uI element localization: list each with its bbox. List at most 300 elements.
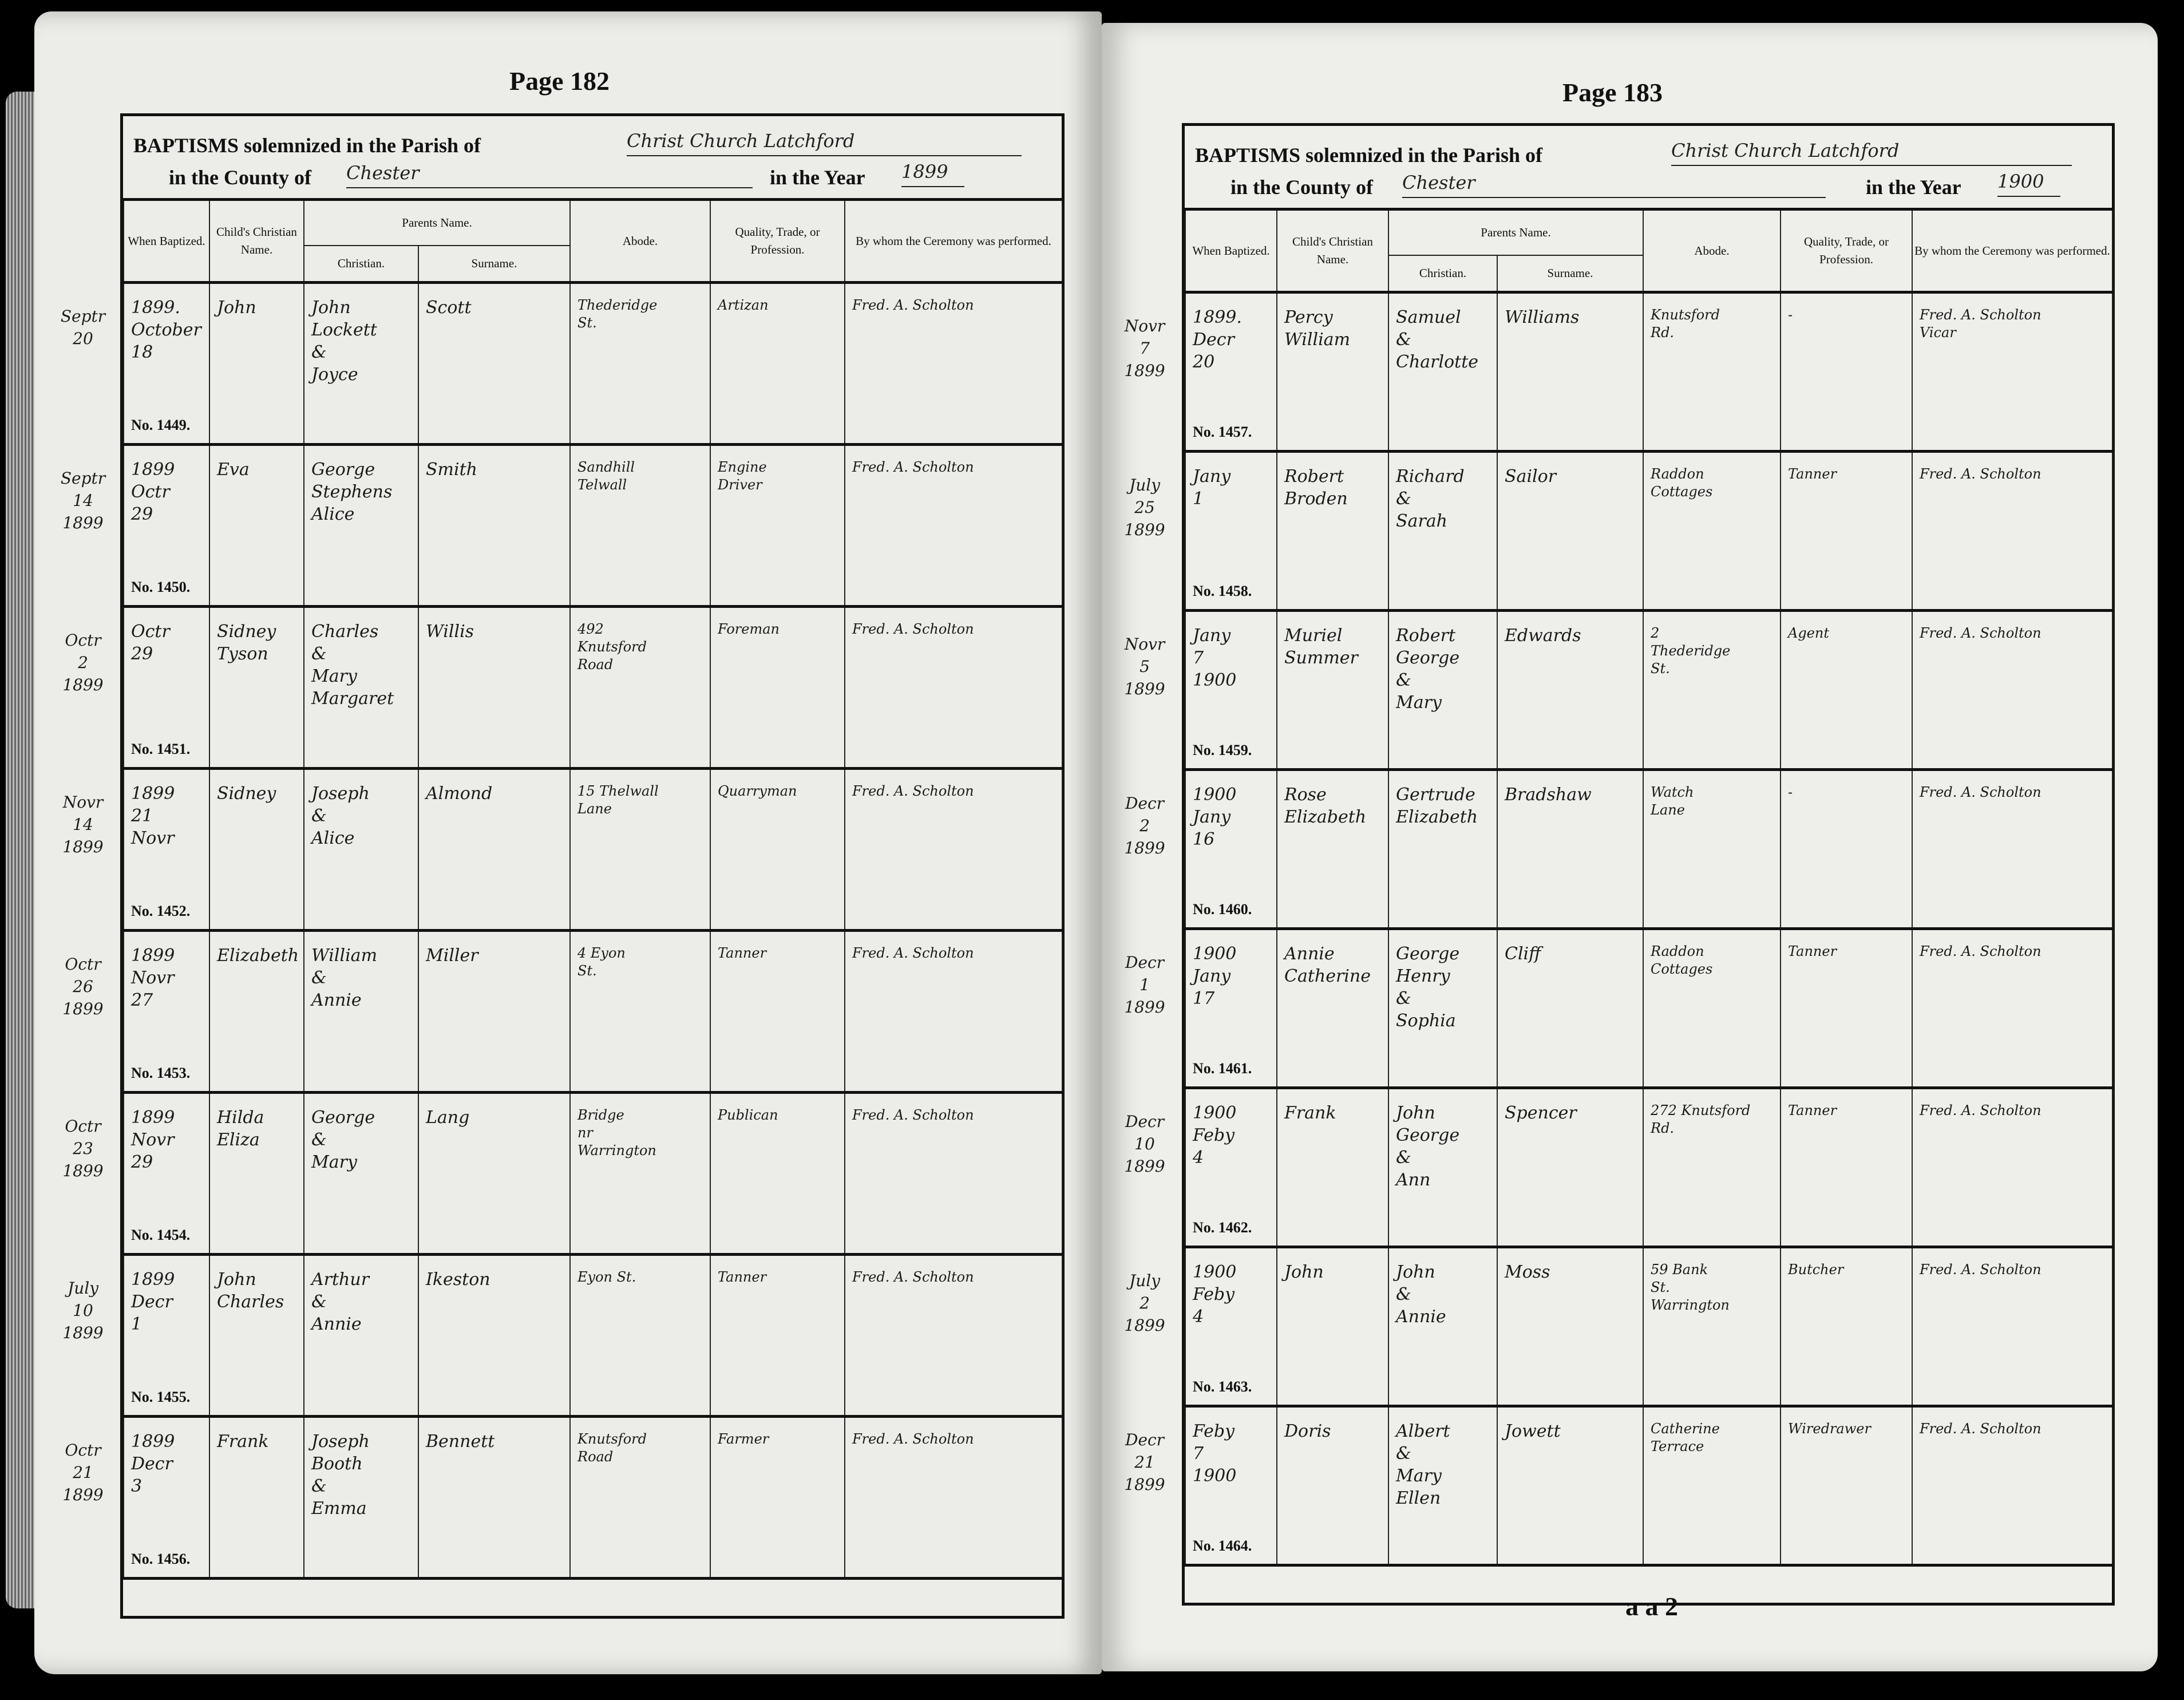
entry-quality: Artizan [718, 296, 769, 313]
entry-christian: George Henry & Sophia [1396, 943, 1460, 1031]
cell-by [845, 768, 1062, 930]
entry-number: No. 1463. [1193, 1378, 1252, 1395]
entry-christian: Albert & Mary Ellen [1396, 1421, 1450, 1508]
entry-when: 1900 Jany 16 [1193, 784, 1237, 849]
entry-christian: John & Annie [1396, 1262, 1446, 1327]
cell-child [209, 768, 304, 930]
entry-when: Octr 29 [131, 621, 170, 664]
entry-number: No. 1460. [1193, 900, 1252, 918]
entry-by: Fred. A. Scholton [852, 944, 974, 961]
entry-child: John Charles [217, 1269, 284, 1312]
cell-quality [1781, 928, 1912, 1088]
cell-abode [1643, 610, 1781, 769]
entry-child: Hilda Eliza [217, 1107, 264, 1150]
cell-quality [710, 1092, 845, 1254]
col-child: Child's Christian Name. [209, 201, 304, 282]
cell-surname [418, 1092, 570, 1254]
entry-christian: Joseph & Alice [311, 783, 370, 848]
heading-year-value: 1899 [901, 161, 964, 187]
cell-when [1185, 292, 1277, 451]
entry-when: 1899 Novr 27 [131, 945, 175, 1010]
entry-by: Fred. A. Scholton [852, 782, 974, 799]
cell-christian [304, 606, 418, 768]
entry-abode: 272 Knutsford Rd. [1651, 1102, 1751, 1136]
cell-child [209, 282, 304, 444]
cell-when [124, 606, 209, 768]
heading-year-value: 1900 [1997, 171, 2060, 197]
cell-quality [710, 282, 845, 444]
heading-parish-value: Christ Church Latchford [1671, 140, 2072, 166]
entry-surname: Miller [426, 945, 478, 966]
cell-quality [710, 1416, 845, 1578]
cell-by [845, 1416, 1062, 1578]
table-row [124, 768, 1062, 930]
cell-christian [1388, 1088, 1497, 1247]
table-row [1185, 1088, 2112, 1247]
entry-surname: Jowett [1505, 1421, 1561, 1441]
baptism-table [123, 201, 1063, 1580]
margin-birth-date: Octr 21 1899 [62, 1441, 104, 1505]
cell-christian [304, 444, 418, 606]
cell-abode [570, 444, 710, 606]
cell-abode [570, 606, 710, 768]
cell-christian [1388, 451, 1497, 610]
cell-abode [570, 1254, 710, 1416]
cell-when [124, 1254, 209, 1416]
table-row [124, 1254, 1062, 1416]
entry-surname: Almond [426, 783, 493, 804]
table-row [124, 282, 1062, 444]
margin-birth-date: Decr 2 1899 [1124, 794, 1165, 858]
cell-christian [1388, 610, 1497, 769]
cell-when [1185, 1088, 1277, 1247]
cell-when [1185, 1247, 1277, 1406]
entry-quality: Engine Driver [718, 458, 767, 493]
entry-christian: John George & Ann [1396, 1102, 1460, 1190]
cell-by [1912, 292, 2112, 451]
heading-county-value: Chester [1402, 172, 1826, 198]
cell-by [845, 282, 1062, 444]
cell-christian [304, 930, 418, 1092]
cell-surname [418, 444, 570, 606]
entry-when: 1899 Novr 29 [131, 1107, 175, 1172]
cell-quality [1781, 1406, 1912, 1565]
entry-child: Doris [1284, 1421, 1331, 1441]
entry-surname: Moss [1505, 1262, 1550, 1282]
cell-child [209, 1254, 304, 1416]
col-parents: Parents Name. [1388, 211, 1643, 255]
entry-when: Jany 1 [1193, 466, 1231, 509]
heading-year-label: in the Year [770, 166, 865, 189]
entry-quality: Tanner [1788, 465, 1837, 482]
cell-surname [418, 282, 570, 444]
entry-abode: Raddon Cottages [1651, 943, 1713, 977]
heading-county-label: in the County of [169, 166, 312, 189]
cell-christian [1388, 1406, 1497, 1565]
entry-child: Rose Elizabeth [1284, 784, 1367, 827]
cell-christian [304, 282, 418, 444]
margin-birth-date: Decr 21 1899 [1124, 1430, 1165, 1495]
entry-when: 1899. October 18 [131, 297, 201, 362]
cell-quality [1781, 292, 1912, 451]
col-surname: Surname. [1497, 255, 1643, 292]
entry-number: No. 1462. [1193, 1219, 1252, 1236]
col-when: When Baptized. [124, 201, 209, 282]
margin-birth-date: Septr 20 [60, 307, 106, 349]
signature-mark: a a 2 [1625, 1592, 1678, 1621]
table-row [124, 1416, 1062, 1578]
entry-by: Fred. A. Scholton [852, 620, 974, 637]
heading-parish-label: BAPTISMS solemnized in the Parish of [1195, 144, 1543, 167]
entry-when: 1900 Jany 17 [1193, 943, 1237, 1009]
cell-when [1185, 610, 1277, 769]
entry-quality: Tanner [1788, 943, 1837, 959]
cell-christian [1388, 292, 1497, 451]
cell-abode [1643, 1406, 1781, 1565]
cell-abode [570, 768, 710, 930]
cell-child [1277, 292, 1388, 451]
entry-child: Elizabeth [217, 945, 299, 966]
margin-birth-date: July 25 1899 [1124, 476, 1165, 540]
entry-by: Fred. A. Scholton [1920, 943, 2041, 959]
cell-surname [1497, 451, 1643, 610]
entry-number: No. 1454. [131, 1226, 191, 1243]
entry-abode: Knutsford Road [577, 1430, 647, 1465]
cell-when [124, 1416, 209, 1578]
heading-year-label: in the Year [1866, 176, 1961, 199]
entry-number: No. 1459. [1193, 741, 1252, 758]
entry-by: Fred. A. Scholton [1920, 784, 2041, 800]
entry-quality: Foreman [718, 620, 780, 637]
entry-quality: Publican [718, 1106, 778, 1123]
right-page [1102, 23, 2158, 1671]
entry-abode: 59 Bank St. Warrington [1651, 1261, 1730, 1313]
entry-when: 1899. Decr 20 [1193, 307, 1242, 372]
entry-number: No. 1449. [131, 416, 191, 433]
entry-by: Fred. A. Scholton [852, 1106, 974, 1123]
cell-by [1912, 1247, 2112, 1406]
entry-when: 1899 21 Novr [131, 783, 175, 848]
register-frame [120, 113, 1065, 1619]
entry-quality: Tanner [718, 1268, 767, 1285]
cell-quality [710, 768, 845, 930]
cell-surname [1497, 610, 1643, 769]
entry-by: Fred. A. Scholton [1920, 1102, 2041, 1118]
entry-by: Fred. A. Scholton [1920, 624, 2041, 641]
entry-child: Frank [1284, 1102, 1336, 1123]
cell-by [1912, 610, 2112, 769]
table-row [1185, 292, 2112, 451]
cell-child [209, 1416, 304, 1578]
entry-when: 1900 Feby 4 [1193, 1262, 1237, 1327]
entry-christian: Robert George & Mary [1396, 625, 1460, 713]
entry-quality: Butcher [1788, 1261, 1844, 1278]
table-row [1185, 610, 2112, 769]
entry-by: Fred. A. Scholton [852, 1268, 974, 1285]
col-child: Child's Christian Name. [1277, 211, 1388, 292]
margin-birth-date: Octr 26 1899 [62, 955, 104, 1019]
cell-surname [1497, 1247, 1643, 1406]
cell-abode [1643, 928, 1781, 1088]
cell-quality [1781, 451, 1912, 610]
col-when: When Baptized. [1185, 211, 1277, 292]
entry-by: Fred. A. Scholton [852, 458, 974, 475]
entry-when: Jany 7 1900 [1193, 625, 1237, 690]
cell-quality [710, 1254, 845, 1416]
cell-surname [1497, 292, 1643, 451]
entry-abode: Raddon Cottages [1651, 465, 1713, 500]
entry-number: No. 1453. [131, 1064, 191, 1081]
margin-birth-date: Decr 10 1899 [1124, 1112, 1165, 1176]
baptism-table [1185, 211, 2113, 1567]
cell-when [1185, 451, 1277, 610]
margin-birth-date: July 10 1899 [62, 1279, 104, 1343]
entry-when: 1899 Decr 1 [131, 1269, 175, 1334]
cell-by [1912, 1088, 2112, 1247]
entry-abode: 4 Eyon St. [577, 944, 626, 979]
entry-quality: - [1788, 784, 1793, 800]
margin-birth-date: Octr 23 1899 [62, 1117, 104, 1181]
entry-abode: 492 Knutsford Road [577, 620, 647, 673]
cell-quality [1781, 1088, 1912, 1247]
cell-when [124, 444, 209, 606]
entry-abode: Sandhill Telwall [577, 458, 635, 493]
entry-child: John [1284, 1262, 1324, 1282]
cell-abode [1643, 1088, 1781, 1247]
heading-parish-label: BAPTISMS solemnized in the Parish of [133, 134, 481, 157]
cell-christian [1388, 1247, 1497, 1406]
cell-surname [418, 606, 570, 768]
table-row [1185, 451, 2112, 610]
cell-by [845, 444, 1062, 606]
cell-abode [1643, 451, 1781, 610]
entry-abode: Knutsford Rd. [1651, 306, 1720, 341]
heading-county-value: Chester [346, 162, 753, 188]
entry-surname: Smith [426, 459, 477, 480]
entry-christian: George & Mary [311, 1107, 375, 1172]
cell-child [1277, 1247, 1388, 1406]
margin-birth-date: Septr 14 1899 [60, 469, 106, 533]
entry-quality: Farmer [718, 1430, 769, 1447]
cell-child [1277, 769, 1388, 928]
cell-quality [1781, 610, 1912, 769]
cell-surname [1497, 1406, 1643, 1565]
entry-abode: Catherine Terrace [1651, 1420, 1720, 1454]
cell-child [209, 444, 304, 606]
cell-when [124, 768, 209, 930]
entry-when: Feby 7 1900 [1193, 1421, 1237, 1486]
cell-child [209, 606, 304, 768]
cell-christian [1388, 928, 1497, 1088]
cell-surname [418, 768, 570, 930]
table-row [124, 606, 1062, 768]
entry-when: 1899 Decr 3 [131, 1431, 175, 1496]
cell-when [124, 930, 209, 1092]
margin-birth-date: Novr 7 1899 [1124, 317, 1165, 381]
table-row [1185, 1406, 2112, 1565]
cell-christian [304, 1254, 418, 1416]
page-title: Page 183 [1562, 78, 1663, 107]
entry-by: Fred. A. Scholton [852, 1430, 974, 1447]
cell-by [1912, 1406, 2112, 1565]
entry-number: No. 1464. [1193, 1537, 1252, 1554]
col-by-whom: By whom the Ceremony was performed. [845, 201, 1062, 282]
entry-quality: Tanner [718, 944, 767, 961]
cell-by [845, 606, 1062, 768]
cell-by [1912, 769, 2112, 928]
cell-christian [1388, 769, 1497, 928]
entry-surname: Spencer [1505, 1102, 1577, 1123]
col-abode: Abode. [570, 201, 710, 282]
cell-abode [570, 282, 710, 444]
cell-christian [304, 1416, 418, 1578]
entry-surname: Cliff [1505, 943, 1541, 964]
entry-child: Muriel Summer [1284, 625, 1358, 668]
table-row [124, 930, 1062, 1092]
entry-surname: Bradshaw [1505, 784, 1592, 805]
entry-child: Annie Catherine [1284, 943, 1371, 986]
table-row [1185, 1247, 2112, 1406]
entry-christian: John Lockett & Joyce [311, 297, 377, 385]
entry-quality: Wiredrawer [1788, 1420, 1871, 1437]
cell-child [209, 1092, 304, 1254]
entry-christian: George Stephens Alice [311, 459, 393, 524]
entry-number: No. 1458. [1193, 582, 1252, 599]
margin-birth-date: July 2 1899 [1124, 1271, 1165, 1335]
cell-abode [1643, 769, 1781, 928]
entry-abode: Bridge nr Warrington [577, 1106, 656, 1159]
entry-child: John [217, 297, 256, 318]
register-frame [1182, 123, 2115, 1606]
cell-surname [1497, 1088, 1643, 1247]
entry-child: Robert Broden [1284, 466, 1348, 509]
entry-christian: Richard & Sarah [1396, 466, 1465, 531]
entry-by: Fred. A. Scholton [1920, 1261, 2041, 1278]
entry-child: Eva [217, 459, 250, 480]
entry-number: No. 1456. [131, 1550, 191, 1567]
cell-when [124, 282, 209, 444]
entry-abode: 2 Thederidge St. [1651, 624, 1731, 677]
cell-quality [1781, 769, 1912, 928]
entry-child: Sidney [217, 783, 276, 804]
cell-child [1277, 451, 1388, 610]
entry-by: Fred. A. Scholton Vicar [1920, 306, 2041, 341]
entry-child: Sidney Tyson [217, 621, 276, 664]
entry-abode: Eyon St. [577, 1268, 636, 1285]
entry-when: 1899 Octr 29 [131, 459, 175, 524]
cell-by [1912, 451, 2112, 610]
cell-abode [1643, 1247, 1781, 1406]
table-row [124, 444, 1062, 606]
col-christian: Christian. [1388, 255, 1497, 292]
entry-quality: Tanner [1788, 1102, 1837, 1118]
cell-child [1277, 1088, 1388, 1247]
entry-surname: Scott [426, 297, 472, 318]
entry-quality: Agent [1788, 624, 1829, 641]
entry-quality: Quarryman [718, 782, 797, 799]
col-quality: Quality, Trade, or Profession. [1781, 211, 1912, 292]
cell-by [1912, 928, 2112, 1088]
cell-surname [1497, 769, 1643, 928]
cell-when [1185, 769, 1277, 928]
cell-surname [1497, 928, 1643, 1088]
cell-abode [570, 1092, 710, 1254]
col-abode: Abode. [1643, 211, 1781, 292]
margin-birth-date: Octr 2 1899 [62, 631, 104, 695]
entry-christian: Charles & Mary Margaret [311, 621, 394, 709]
register-heading [123, 116, 1062, 201]
cell-surname [418, 1254, 570, 1416]
entry-christian: William & Annie [311, 945, 378, 1010]
margin-birth-date: Decr 1 1899 [1124, 953, 1165, 1017]
cell-child [209, 930, 304, 1092]
entry-child: Percy William [1284, 307, 1351, 350]
cell-surname [418, 930, 570, 1092]
entry-surname: Bennett [426, 1431, 495, 1452]
cell-child [1277, 928, 1388, 1088]
margin-birth-date: Novr 14 1899 [62, 793, 104, 857]
cell-quality [710, 606, 845, 768]
entry-christian: Joseph Booth & Emma [311, 1431, 370, 1519]
entry-by: Fred. A. Scholton [1920, 465, 2041, 482]
register-heading [1185, 126, 2112, 211]
entry-christian: Samuel & Charlotte [1396, 307, 1479, 372]
cell-abode [570, 930, 710, 1092]
entry-surname: Ikeston [426, 1269, 490, 1290]
entry-number: No. 1457. [1193, 423, 1252, 440]
margin-birth-date: Novr 5 1899 [1124, 635, 1165, 699]
col-quality: Quality, Trade, or Profession. [710, 201, 845, 282]
entry-by: Fred. A. Scholton [1920, 1420, 2041, 1437]
left-page [34, 11, 1102, 1674]
cell-when [1185, 1406, 1277, 1565]
col-by-whom: By whom the Ceremony was performed. [1912, 211, 2112, 292]
cell-christian [304, 1092, 418, 1254]
entry-surname: Lang [426, 1107, 470, 1128]
entry-number: No. 1452. [131, 902, 191, 919]
entry-by: Fred. A. Scholton [852, 296, 974, 313]
entry-number: No. 1461. [1193, 1059, 1252, 1077]
entry-surname: Edwards [1505, 625, 1581, 646]
table-row [124, 1092, 1062, 1254]
cell-when [1185, 928, 1277, 1088]
entry-number: No. 1455. [131, 1388, 191, 1405]
table-row [1185, 928, 2112, 1088]
entry-christian: Arthur & Annie [311, 1269, 370, 1334]
cell-abode [570, 1416, 710, 1578]
entry-abode: Thederidge St. [577, 296, 658, 331]
cell-quality [710, 444, 845, 606]
cell-quality [1781, 1247, 1912, 1406]
heading-parish-value: Christ Church Latchford [627, 130, 1022, 156]
cell-by [845, 1254, 1062, 1416]
heading-county-label: in the County of [1231, 176, 1374, 199]
entry-number: No. 1450. [131, 578, 191, 595]
entry-quality: - [1788, 306, 1793, 323]
cell-child [1277, 610, 1388, 769]
cell-quality [710, 930, 845, 1092]
entry-surname: Willis [426, 621, 474, 642]
entry-when: 1900 Feby 4 [1193, 1102, 1237, 1168]
entry-abode: Watch Lane [1651, 784, 1694, 818]
entry-surname: Sailor [1505, 466, 1557, 487]
cell-when [124, 1092, 209, 1254]
col-parents: Parents Name. [304, 201, 570, 246]
table-row [1185, 769, 2112, 928]
entry-child: Frank [217, 1431, 269, 1452]
cell-surname [418, 1416, 570, 1578]
entry-abode: 15 Thelwall Lane [577, 782, 659, 817]
